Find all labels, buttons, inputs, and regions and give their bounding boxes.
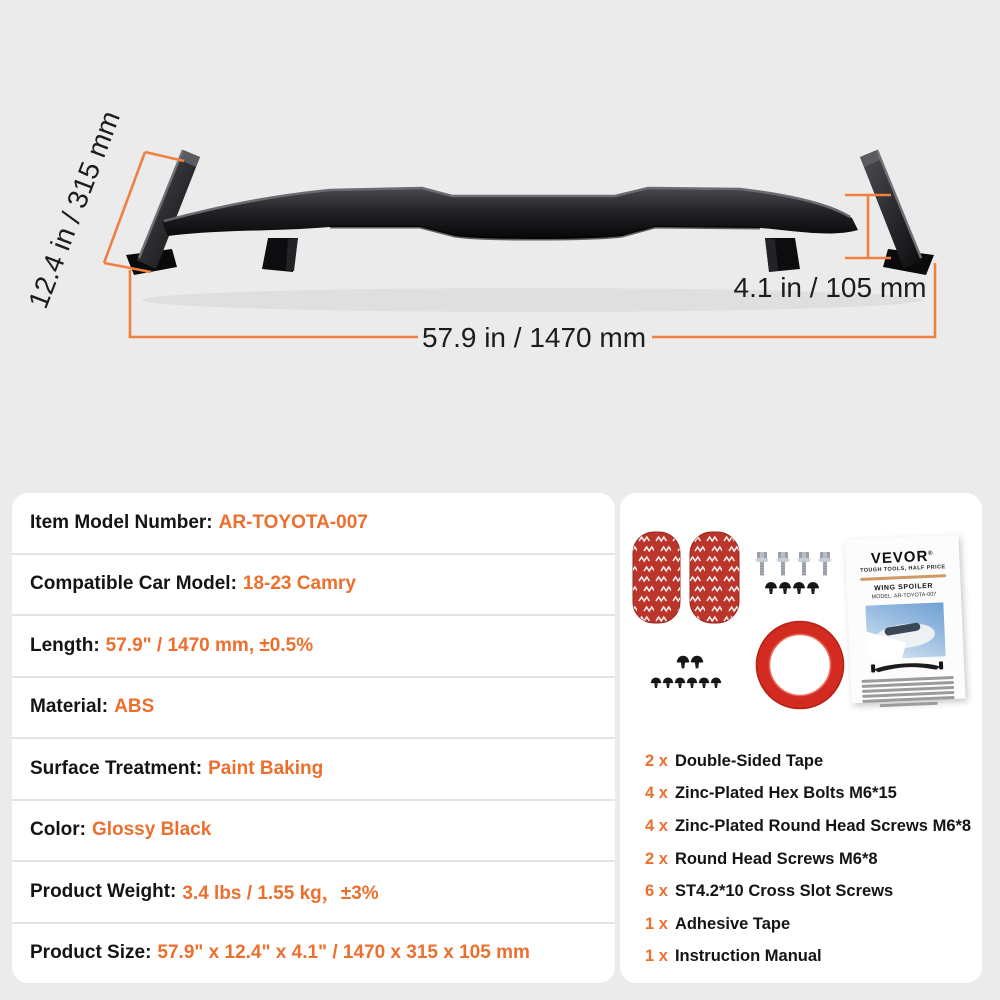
- kit-item-name: Instruction Manual: [674, 947, 822, 966]
- spoiler-right-winglet: [860, 150, 934, 275]
- adhesive-tape-ring: [757, 622, 844, 709]
- spec-label: Item Model Number:: [30, 511, 213, 533]
- kit-item-zinc-round-head-screws: [620, 810, 982, 843]
- kit-item-name: ST4.2*10 Cross Slot Screws: [674, 882, 894, 901]
- manual-brand-text: VEVOR: [870, 547, 929, 568]
- spec-value: 18-23 Camry: [242, 573, 356, 595]
- kit-item-qty: 2 x: [645, 751, 668, 770]
- hex-bolts-group: [756, 552, 832, 576]
- kit-item-hex-bolts: [620, 778, 982, 811]
- screws-pair-group: [677, 656, 704, 669]
- spec-label: Compatible Car Model:: [30, 573, 237, 595]
- spec-row-size: [12, 922, 615, 984]
- spec-card: [12, 493, 615, 983]
- spec-row-model-number: [12, 493, 615, 553]
- spec-label: Product Size:: [30, 942, 152, 964]
- manual-title: WING SPOILER: [874, 582, 934, 593]
- kit-item-qty: 1 x: [645, 914, 668, 933]
- kit-item-name: Zinc-Plated Hex Bolts M6*15: [674, 784, 897, 803]
- spec-value: 57.9" / 1470 mm, ±0.5%: [105, 634, 314, 656]
- kit-item-qty: 4 x: [645, 816, 668, 835]
- kit-item-double-sided-tape: [620, 745, 982, 778]
- spec-row-color: [12, 799, 615, 861]
- spec-value: AR-TOYOTA-007: [218, 511, 368, 533]
- height-dim-label: 12.4 in / 315 mm: [22, 106, 126, 313]
- manual-info-line: [860, 574, 946, 581]
- spec-row-weight: [12, 860, 615, 922]
- spec-label: Product Weight:: [30, 880, 177, 902]
- kit-item-qty: 1 x: [645, 947, 668, 966]
- spec-value: Paint Baking: [208, 757, 324, 779]
- spec-row-car-model: [12, 553, 615, 615]
- kit-item-round-head-screws: [620, 843, 982, 876]
- kit-item-qty: 6 x: [645, 882, 668, 901]
- spec-label: Length:: [30, 634, 100, 656]
- kit-item-name: Zinc-Plated Round Head Screws M6*8: [674, 816, 972, 835]
- manual-text-line: [862, 696, 954, 703]
- kit-collage: [620, 493, 982, 743]
- depth-dim-label: 4.1 in / 105 mm: [733, 272, 927, 303]
- spec-label: Surface Treatment:: [30, 757, 203, 779]
- kit-item-instruction-manual: [620, 941, 982, 974]
- spec-value: Glossy Black: [91, 819, 212, 841]
- spec-value: 3.4 lbs / 1.55 kg，±3%: [182, 883, 379, 905]
- manual-registered-mark: ®: [928, 550, 934, 557]
- spoiler-blade: [162, 188, 858, 239]
- kit-item-adhesive-tape: [620, 908, 982, 941]
- manual-model-number: MODEL: AR-TOYOTA-007: [871, 591, 937, 601]
- kit-item-name: Adhesive Tape: [674, 914, 791, 933]
- kit-item-cross-slot-screws: [620, 875, 982, 908]
- spec-value: 57.9" x 12.4" x 4.1" / 1470 x 315 x 105 mm: [157, 942, 530, 964]
- kit-item-name: Double-Sided Tape: [674, 751, 824, 770]
- manual-paragraph: [851, 675, 966, 707]
- spoiler-left-winglet: [126, 150, 200, 275]
- width-dim-label: 57.9 in / 1470 mm: [421, 322, 647, 353]
- double-sided-tape-pads: [633, 532, 739, 623]
- spec-label: Color:: [30, 819, 86, 841]
- manual-tagline: TOUGH TOOLS, HALF PRICE: [860, 564, 946, 574]
- round-head-screws-group: [765, 582, 819, 594]
- spoiler-dimension-diagram: [0, 0, 1000, 493]
- spoiler-mounting-pegs: [262, 238, 800, 272]
- manual-spoiler-drawing: [868, 658, 946, 674]
- spec-label: Material:: [30, 696, 109, 718]
- kit-item-qty: 4 x: [645, 784, 668, 803]
- kit-card: [620, 493, 982, 983]
- kit-item-qty: 2 x: [645, 849, 668, 868]
- spec-row-surface-treatment: [12, 737, 615, 799]
- cross-slot-screws-group: [651, 677, 722, 688]
- spec-row-length: [12, 614, 615, 676]
- manual-car-photo: [865, 602, 945, 659]
- spec-row-material: [12, 676, 615, 738]
- kit-item-name: Round Head Screws M6*8: [674, 849, 878, 868]
- spec-value: ABS: [114, 696, 155, 718]
- instruction-manual: [844, 535, 965, 704]
- kit-list: [620, 745, 982, 973]
